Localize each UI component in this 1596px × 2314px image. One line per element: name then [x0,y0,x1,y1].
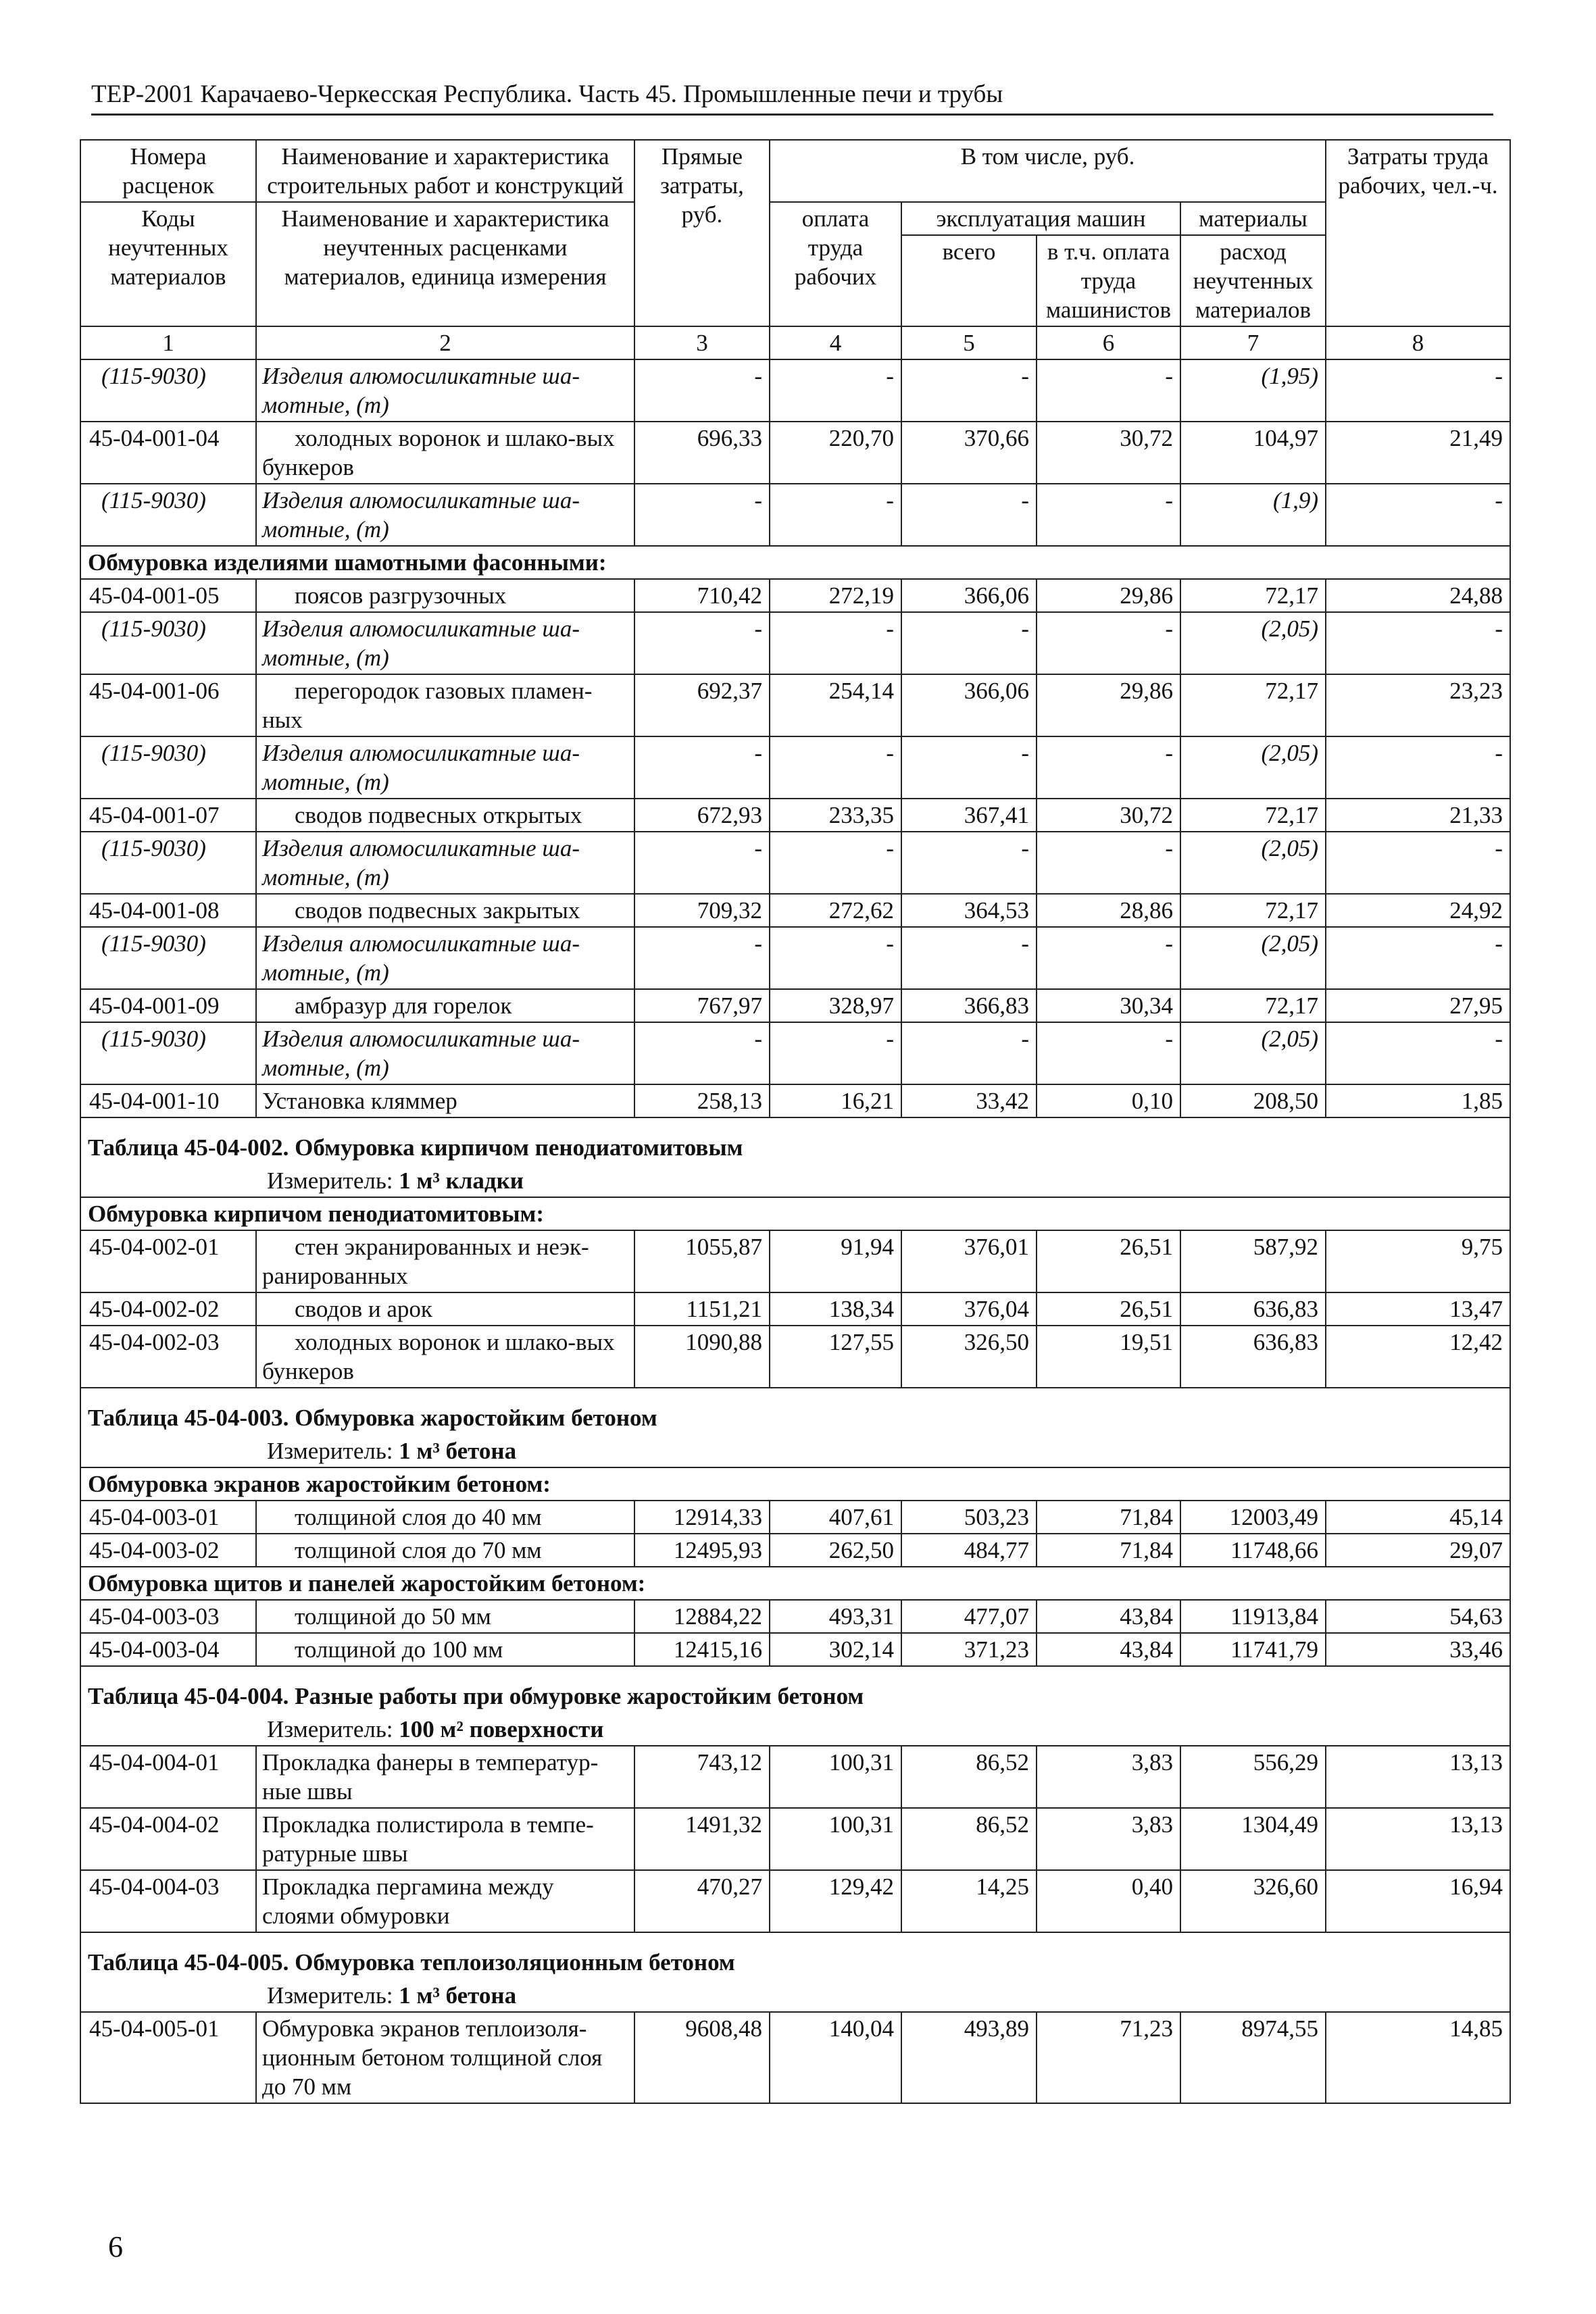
value-c3: 1055,87 [634,1230,770,1292]
material-row [80,927,1510,989]
value-c4: 272,62 [770,894,901,927]
value-c7: 1304,49 [1180,1808,1326,1870]
value-c6: 43,84 [1037,1633,1180,1666]
price-code: 45-04-005-01 [80,2012,256,2103]
value-c7: (2,05) [1180,736,1326,799]
item-name: Изделия алюмосиликатные ша-мотные, (т) [256,1022,634,1084]
value-c6: - [1037,359,1180,422]
price-row [80,422,1510,484]
value-c6: 71,84 [1037,1501,1180,1534]
value-c4: 100,31 [770,1808,901,1870]
section-heading: Обмуровка щитов и панелей жаростойким бетоном: [80,1567,1510,1600]
item-name: Обмуровка экранов теплоизоля-ционным бетоном толщиной слоя до 70 мм [256,2012,634,2103]
value-c8: 54,63 [1326,1600,1510,1633]
material-code: (115-9030) [80,927,256,989]
item-name: толщиной до 50 мм [256,1600,634,1633]
table-title-row [80,1666,1510,1713]
material-code: (115-9030) [80,736,256,799]
value-c4: 254,14 [770,674,901,736]
measure-value: 1 м³ бетона [399,1982,517,2009]
table-title-row [80,1117,1510,1165]
value-c8: - [1326,927,1510,989]
value-c3: 672,93 [634,799,770,832]
value-c3: 12415,16 [634,1633,770,1666]
value-c7: (2,05) [1180,1022,1326,1084]
value-c8: 1,85 [1326,1084,1510,1117]
item-name: сводов подвесных закрытых [256,894,634,927]
header-machines: эксплуатация машин [901,202,1180,235]
table-title: Таблица 45-04-005. Обмуровка теплоизоляционным бетоном [80,1932,1510,1980]
value-c8: 33,46 [1326,1633,1510,1666]
value-c6: 26,51 [1037,1230,1180,1292]
value-c5: 367,41 [901,799,1037,832]
value-c3: - [634,832,770,894]
header-row-1 [80,140,1510,202]
value-c5: 33,42 [901,1084,1037,1117]
value-c7: 72,17 [1180,894,1326,927]
value-c4: - [770,359,901,422]
measure-row [80,1980,1510,2012]
value-c7: 8974,55 [1180,2012,1326,2103]
price-code: 45-04-004-03 [80,1870,256,1932]
material-code: (115-9030) [80,1022,256,1084]
item-name: стен экранированных и неэк-ранированных [256,1230,634,1292]
value-c4: - [770,736,901,799]
price-row [80,674,1510,736]
value-c6: 3,83 [1037,1746,1180,1808]
price-row [80,894,1510,927]
value-c6: - [1037,927,1180,989]
value-c5: 503,23 [901,1501,1037,1534]
value-c7: 11748,66 [1180,1534,1326,1567]
header-machinist-wages: в т.ч. оплата труда машинистов [1037,235,1180,326]
item-name: холодных воронок и шлако-вых бункеров [256,1326,634,1388]
colnum: 5 [901,326,1037,359]
value-c3: 743,12 [634,1746,770,1808]
value-c6: 0,10 [1037,1084,1180,1117]
value-c7: 72,17 [1180,579,1326,612]
value-c8: 23,23 [1326,674,1510,736]
measure-value: 1 м³ кладки [399,1167,524,1194]
value-c5: - [901,484,1037,546]
item-name: Изделия алюмосиликатные ша-мотные, (т) [256,612,634,674]
material-row [80,612,1510,674]
price-row [80,989,1510,1022]
value-c6: 3,83 [1037,1808,1180,1870]
item-name: холодных воронок и шлако-вых бункеров [256,422,634,484]
item-name: Установка кляммер [256,1084,634,1117]
value-c3: 12495,93 [634,1534,770,1567]
value-c5: 376,04 [901,1292,1037,1326]
material-row [80,359,1510,422]
value-c8: 24,92 [1326,894,1510,927]
price-table-sheet [80,139,1510,2104]
value-c6: 71,23 [1037,2012,1180,2103]
item-name: сводов и арок [256,1292,634,1326]
material-row [80,832,1510,894]
value-c7: 636,83 [1180,1292,1326,1326]
page-header: ТЕР-2001 Карачаево-Черкесская Республика. Часть 45. Промышленные печи и трубы [91,80,1493,116]
price-code: 45-04-001-05 [80,579,256,612]
value-c8: 27,95 [1326,989,1510,1022]
item-name: Прокладка полистирола в темпе-ратурные швы [256,1808,634,1870]
price-row [80,1633,1510,1666]
price-code: 45-04-001-06 [80,674,256,736]
material-code: (115-9030) [80,612,256,674]
colnum: 7 [1180,326,1326,359]
value-c7: 72,17 [1180,989,1326,1022]
value-c7: 11741,79 [1180,1633,1326,1666]
price-code: 45-04-002-03 [80,1326,256,1388]
item-name: перегородок газовых пламен-ных [256,674,634,736]
value-c5: 86,52 [901,1746,1037,1808]
measure-unit [80,1713,1510,1746]
header-direct-costs: Прямые затраты, руб. [634,140,770,326]
value-c5: - [901,612,1037,674]
value-c8: 13,13 [1326,1808,1510,1870]
value-c4: 138,34 [770,1292,901,1326]
value-c5: 366,83 [901,989,1037,1022]
value-c4: 262,50 [770,1534,901,1567]
item-name: толщиной слоя до 40 мм [256,1501,634,1534]
value-c7: 12003,49 [1180,1501,1326,1534]
price-row [80,2012,1510,2103]
price-code: 45-04-001-09 [80,989,256,1022]
value-c3: 696,33 [634,422,770,484]
measure-label: Измеритель: [267,1167,399,1194]
header-materials: материалы [1180,202,1326,235]
value-c3: - [634,736,770,799]
price-code: 45-04-003-03 [80,1600,256,1633]
price-code: 45-04-004-01 [80,1746,256,1808]
header-wages: оплата труда рабочих [770,202,901,326]
value-c7: 636,83 [1180,1326,1326,1388]
header-materials-consumption: расход неучтенных материалов [1180,235,1326,326]
value-c5: 371,23 [901,1633,1037,1666]
measure-unit [80,1980,1510,2012]
colnum: 1 [80,326,256,359]
value-c4: 16,21 [770,1084,901,1117]
item-name: Изделия алюмосиликатные ша-мотные, (т) [256,927,634,989]
value-c8: - [1326,736,1510,799]
value-c4: 272,19 [770,579,901,612]
measure-label: Измеритель: [267,1982,399,2009]
material-row [80,484,1510,546]
value-c8: - [1326,484,1510,546]
value-c3: 710,42 [634,579,770,612]
column-numbers-row [80,326,1510,359]
value-c7: (1,9) [1180,484,1326,546]
price-code: 45-04-002-01 [80,1230,256,1292]
item-name: сводов подвесных открытых [256,799,634,832]
value-c8: - [1326,359,1510,422]
value-c3: 767,97 [634,989,770,1022]
measure-label: Измеритель: [267,1716,399,1742]
value-c5: - [901,359,1037,422]
price-row [80,579,1510,612]
item-name: амбразур для горелок [256,989,634,1022]
value-c4: 91,94 [770,1230,901,1292]
value-c6: - [1037,1022,1180,1084]
price-row [80,799,1510,832]
value-c7: 11913,84 [1180,1600,1326,1633]
value-c8: 24,88 [1326,579,1510,612]
value-c4: - [770,612,901,674]
header-labor: Затраты труда рабочих, чел.-ч. [1326,140,1510,326]
measure-value: 1 м³ бетона [399,1438,517,1464]
value-c4: 302,14 [770,1633,901,1666]
value-c5: - [901,1022,1037,1084]
table-title: Таблица 45-04-002. Обмуровка кирпичом пенодиатомитовым [80,1117,1510,1165]
value-c8: - [1326,1022,1510,1084]
measure-row [80,1435,1510,1467]
value-c5: - [901,832,1037,894]
value-c3: - [634,1022,770,1084]
value-c5: 370,66 [901,422,1037,484]
price-row [80,1230,1510,1292]
value-c7: 326,60 [1180,1870,1326,1932]
value-c8: 13,47 [1326,1292,1510,1326]
table-title: Таблица 45-04-003. Обмуровка жаростойким бетоном [80,1388,1510,1435]
value-c4: - [770,832,901,894]
material-row [80,1022,1510,1084]
item-name: толщиной до 100 мм [256,1633,634,1666]
value-c8: 45,14 [1326,1501,1510,1534]
value-c5: 364,53 [901,894,1037,927]
value-c6: - [1037,612,1180,674]
section-heading: Обмуровка экранов жаростойким бетоном: [80,1467,1510,1501]
price-row [80,1084,1510,1117]
header-col1-bottom: Коды неучтенных материалов [80,202,256,326]
value-c3: 9608,48 [634,2012,770,2103]
value-c4: - [770,927,901,989]
material-row [80,736,1510,799]
colnum: 4 [770,326,901,359]
price-code: 45-04-004-02 [80,1808,256,1870]
value-c6: 29,86 [1037,674,1180,736]
value-c3: - [634,927,770,989]
value-c6: 28,86 [1037,894,1180,927]
item-name: Изделия алюмосиликатные ша-мотные, (т) [256,736,634,799]
material-code: (115-9030) [80,484,256,546]
header-col2-top: Наименование и характеристика строительных работ и конструкций [256,140,634,202]
header-row-2 [80,202,1510,235]
measure-value: 100 м² поверхности [399,1716,604,1742]
value-c7: 104,97 [1180,422,1326,484]
item-name: Прокладка фанеры в температур-ные швы [256,1746,634,1808]
value-c7: 72,17 [1180,799,1326,832]
value-c7: (2,05) [1180,612,1326,674]
value-c8: 21,33 [1326,799,1510,832]
value-c4: 140,04 [770,2012,901,2103]
value-c6: 26,51 [1037,1292,1180,1326]
value-c8: 29,07 [1326,1534,1510,1567]
colnum: 3 [634,326,770,359]
colnum: 2 [256,326,634,359]
value-c8: 16,94 [1326,1870,1510,1932]
item-name: поясов разгрузочных [256,579,634,612]
table-title-row [80,1932,1510,1980]
price-code: 45-04-001-10 [80,1084,256,1117]
value-c8: 14,85 [1326,2012,1510,2103]
value-c3: 12884,22 [634,1600,770,1633]
section-row [80,1467,1510,1501]
price-row [80,1870,1510,1932]
price-code: 45-04-003-01 [80,1501,256,1534]
value-c5: 366,06 [901,579,1037,612]
price-code: 45-04-001-07 [80,799,256,832]
value-c4: 407,61 [770,1501,901,1534]
value-c5: 376,01 [901,1230,1037,1292]
colnum: 8 [1326,326,1510,359]
colnum: 6 [1037,326,1180,359]
value-c7: (2,05) [1180,927,1326,989]
price-code: 45-04-002-02 [80,1292,256,1326]
measure-row [80,1713,1510,1746]
price-row [80,1501,1510,1534]
item-name: Изделия алюмосиликатные ша-мотные, (т) [256,359,634,422]
value-c4: 233,35 [770,799,901,832]
item-name: Прокладка пергамина между слоями обмуровки [256,1870,634,1932]
price-row [80,1292,1510,1326]
value-c6: 19,51 [1037,1326,1180,1388]
value-c6: - [1037,736,1180,799]
value-c3: 258,13 [634,1084,770,1117]
value-c6: 29,86 [1037,579,1180,612]
value-c7: 208,50 [1180,1084,1326,1117]
value-c7: (2,05) [1180,832,1326,894]
value-c4: - [770,484,901,546]
table-title: Таблица 45-04-004. Разные работы при обмуровке жаростойким бетоном [80,1666,1510,1713]
value-c7: 587,92 [1180,1230,1326,1292]
value-c5: 484,77 [901,1534,1037,1567]
value-c8: - [1326,612,1510,674]
value-c3: 692,37 [634,674,770,736]
value-c5: 86,52 [901,1808,1037,1870]
price-row [80,1600,1510,1633]
value-c3: 1151,21 [634,1292,770,1326]
price-code: 45-04-001-08 [80,894,256,927]
price-code: 45-04-003-04 [80,1633,256,1666]
value-c3: 12914,33 [634,1501,770,1534]
value-c7: (1,95) [1180,359,1326,422]
price-row [80,1808,1510,1870]
value-c3: 470,27 [634,1870,770,1932]
value-c3: 1090,88 [634,1326,770,1388]
value-c8: 9,75 [1326,1230,1510,1292]
value-c4: 328,97 [770,989,901,1022]
value-c5: - [901,927,1037,989]
value-c6: 30,72 [1037,799,1180,832]
value-c3: 709,32 [634,894,770,927]
value-c3: 1491,32 [634,1808,770,1870]
value-c5: 477,07 [901,1600,1037,1633]
value-c6: - [1037,832,1180,894]
table-title-row [80,1388,1510,1435]
item-name: толщиной слоя до 70 мм [256,1534,634,1567]
value-c4: - [770,1022,901,1084]
value-c5: - [901,736,1037,799]
material-code: (115-9030) [80,359,256,422]
value-c6: 30,34 [1037,989,1180,1022]
value-c4: 129,42 [770,1870,901,1932]
header-col2-bottom: Наименование и характеристика неучтенных расценками материалов, единица измерения [256,202,634,326]
header-machines-total: всего [901,235,1037,326]
value-c3: - [634,612,770,674]
price-table [80,139,1511,2104]
section-row [80,1567,1510,1600]
header-including: В том числе, руб. [770,140,1326,202]
measure-label: Измеритель: [267,1438,399,1464]
header-col1-top: Номера расценок [80,140,256,202]
value-c8: 21,49 [1326,422,1510,484]
value-c3: - [634,359,770,422]
price-row [80,1746,1510,1808]
item-name: Изделия алюмосиликатные ша-мотные, (т) [256,832,634,894]
value-c8: - [1326,832,1510,894]
value-c6: - [1037,484,1180,546]
value-c7: 72,17 [1180,674,1326,736]
page-number: 6 [108,2230,123,2263]
price-code: 45-04-003-02 [80,1534,256,1567]
value-c6: 43,84 [1037,1600,1180,1633]
measure-unit [80,1165,1510,1197]
value-c5: 366,06 [901,674,1037,736]
price-code: 45-04-001-04 [80,422,256,484]
value-c3: - [634,484,770,546]
section-row [80,546,1510,579]
value-c4: 100,31 [770,1746,901,1808]
material-code: (115-9030) [80,832,256,894]
section-heading: Обмуровка изделиями шамотными фасонными: [80,546,1510,579]
value-c6: 71,84 [1037,1534,1180,1567]
value-c8: 13,13 [1326,1746,1510,1808]
price-row [80,1534,1510,1567]
value-c6: 30,72 [1037,422,1180,484]
value-c4: 220,70 [770,422,901,484]
measure-unit [80,1435,1510,1467]
price-row [80,1326,1510,1388]
value-c5: 493,89 [901,2012,1037,2103]
item-name: Изделия алюмосиликатные ша-мотные, (т) [256,484,634,546]
value-c4: 127,55 [770,1326,901,1388]
value-c7: 556,29 [1180,1746,1326,1808]
value-c8: 12,42 [1326,1326,1510,1388]
section-row [80,1197,1510,1230]
value-c4: 493,31 [770,1600,901,1633]
value-c5: 14,25 [901,1870,1037,1932]
measure-row [80,1165,1510,1197]
section-heading: Обмуровка кирпичом пенодиатомитовым: [80,1197,1510,1230]
value-c5: 326,50 [901,1326,1037,1388]
value-c6: 0,40 [1037,1870,1180,1932]
